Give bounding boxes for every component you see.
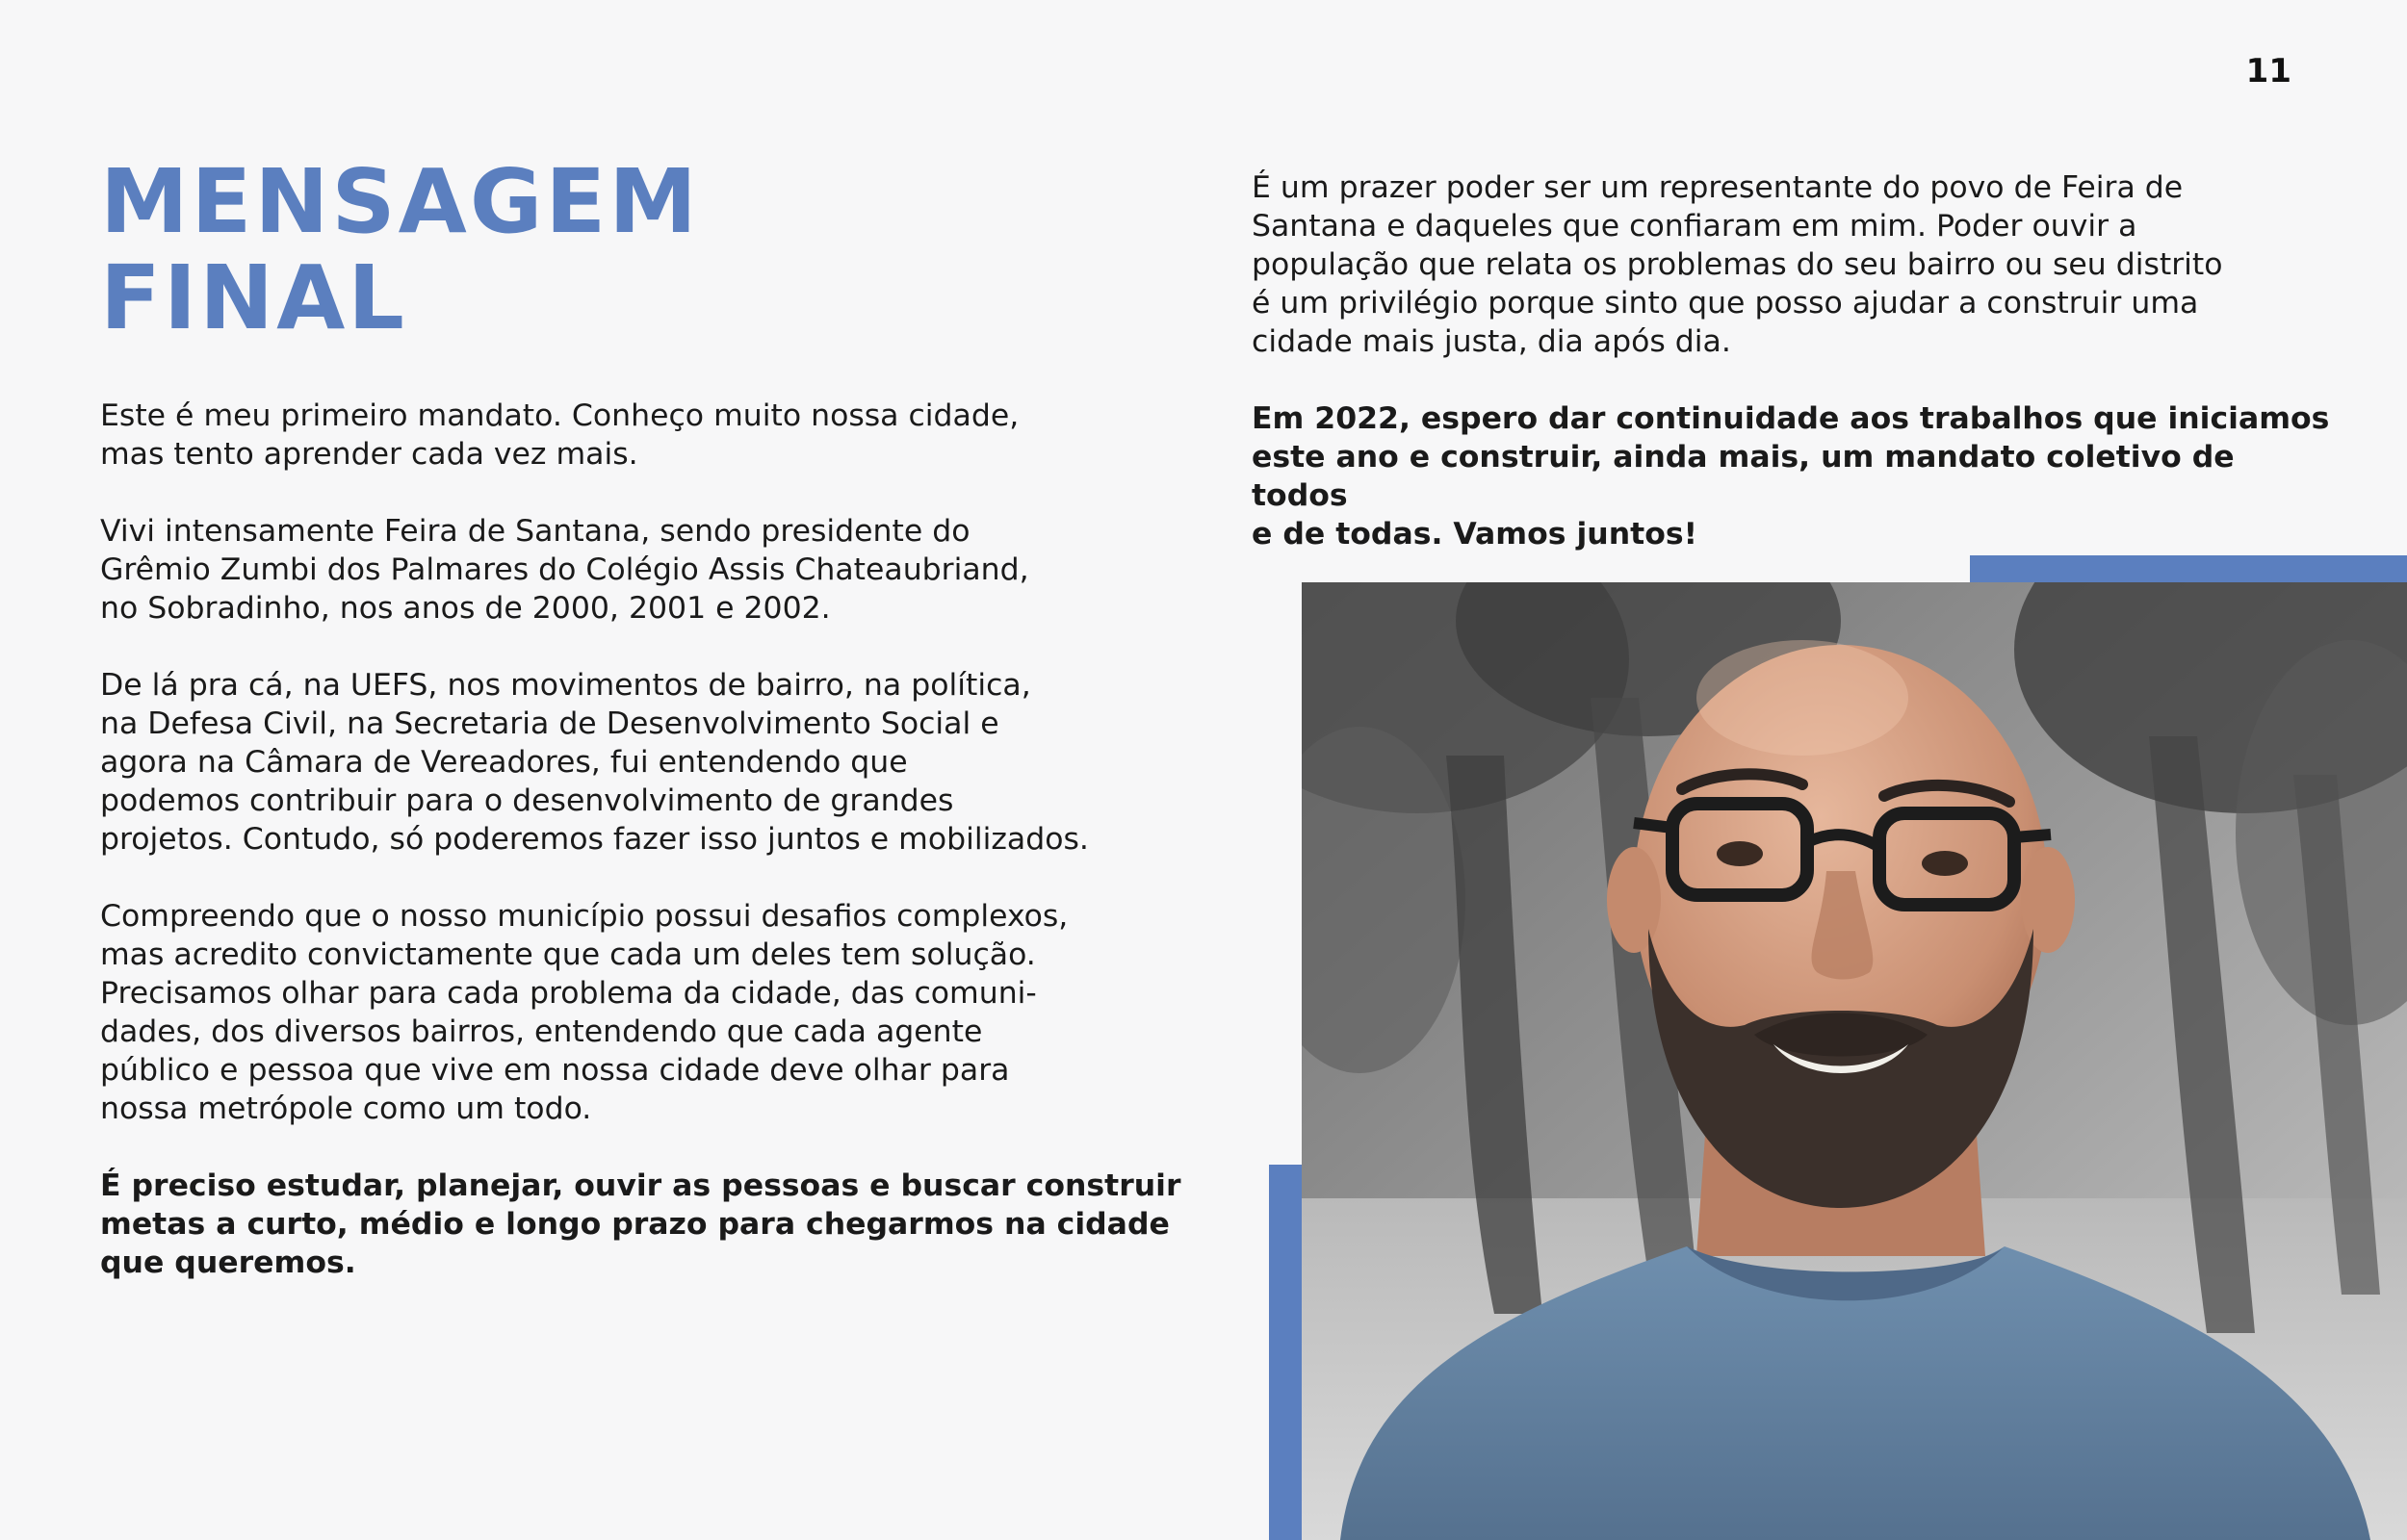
paragraph-representative: É um prazer poder ser um representante do povo de Feira de Santana e daqueles que confiaram em mim. Poder ouvir a população que relata os problemas do seu bairro ou seu distrito é um privilégio porque sinto que posso ajudar a construir uma cidade mais justa, dia após dia. — [1252, 170, 2223, 359]
paragraph-student-union: Vivi intensamente Feira de Santana, sendo presidente do Grêmio Zumbi dos Palmares do Colégio Assis Chateaubriand, no Sobradinho, nos anos de 2000, 2001 e 2002. — [100, 514, 1029, 626]
accent-bar-top — [1970, 555, 2407, 582]
paragraph-career: De lá pra cá, na UEFS, nos movimentos de bairro, na política, na Defesa Civil, na Secretaria de Desenvolvimento Social e agora na Câmara de Vereadores, fui entendendo que podemos contribuir para o desenvolvimento de grandes projetos. Contudo, só poderemos fazer isso juntos e mobilizados. — [100, 668, 1089, 857]
page-title-line-2: FINAL — [100, 246, 407, 349]
accent-bar-left — [1269, 1165, 1302, 1540]
left-text-column — [100, 397, 1198, 1321]
paragraph-left-closing: É preciso estudar, planejar, ouvir as pessoas e buscar construir metas a curto, médio e longo prazo para chegarmos na cidade que queremos. — [100, 1168, 1181, 1280]
paragraph-right-closing: Em 2022, espero dar continuidade aos trabalhos que iniciamos este ano e construir, ainda mais, um mandato coletivo de todos e de todas. Vamos juntos! — [1252, 401, 2330, 552]
portrait-photo — [1302, 582, 2407, 1540]
paragraph-first-mandate: Este é meu primeiro mandato. Conheço muito nossa cidade, mas tento aprender cada vez mais. — [100, 398, 1020, 472]
page-number: 11 — [2245, 52, 2291, 90]
right-text-column — [1252, 168, 2340, 592]
paragraph-city-challenges: Compreendo que o nosso município possui desafios complexos, mas acredito convictamente que cada um deles tem solução. Precisamos olhar para cada problema da cidade, das comuni- dades, dos diversos bairros, entendendo que cada agente público e pessoa que vive em nossa cidade deve olhar para nossa metrópole como um todo. — [100, 899, 1069, 1126]
page-title — [100, 150, 700, 349]
page-title-line-1: MENSAGEM — [100, 150, 700, 253]
